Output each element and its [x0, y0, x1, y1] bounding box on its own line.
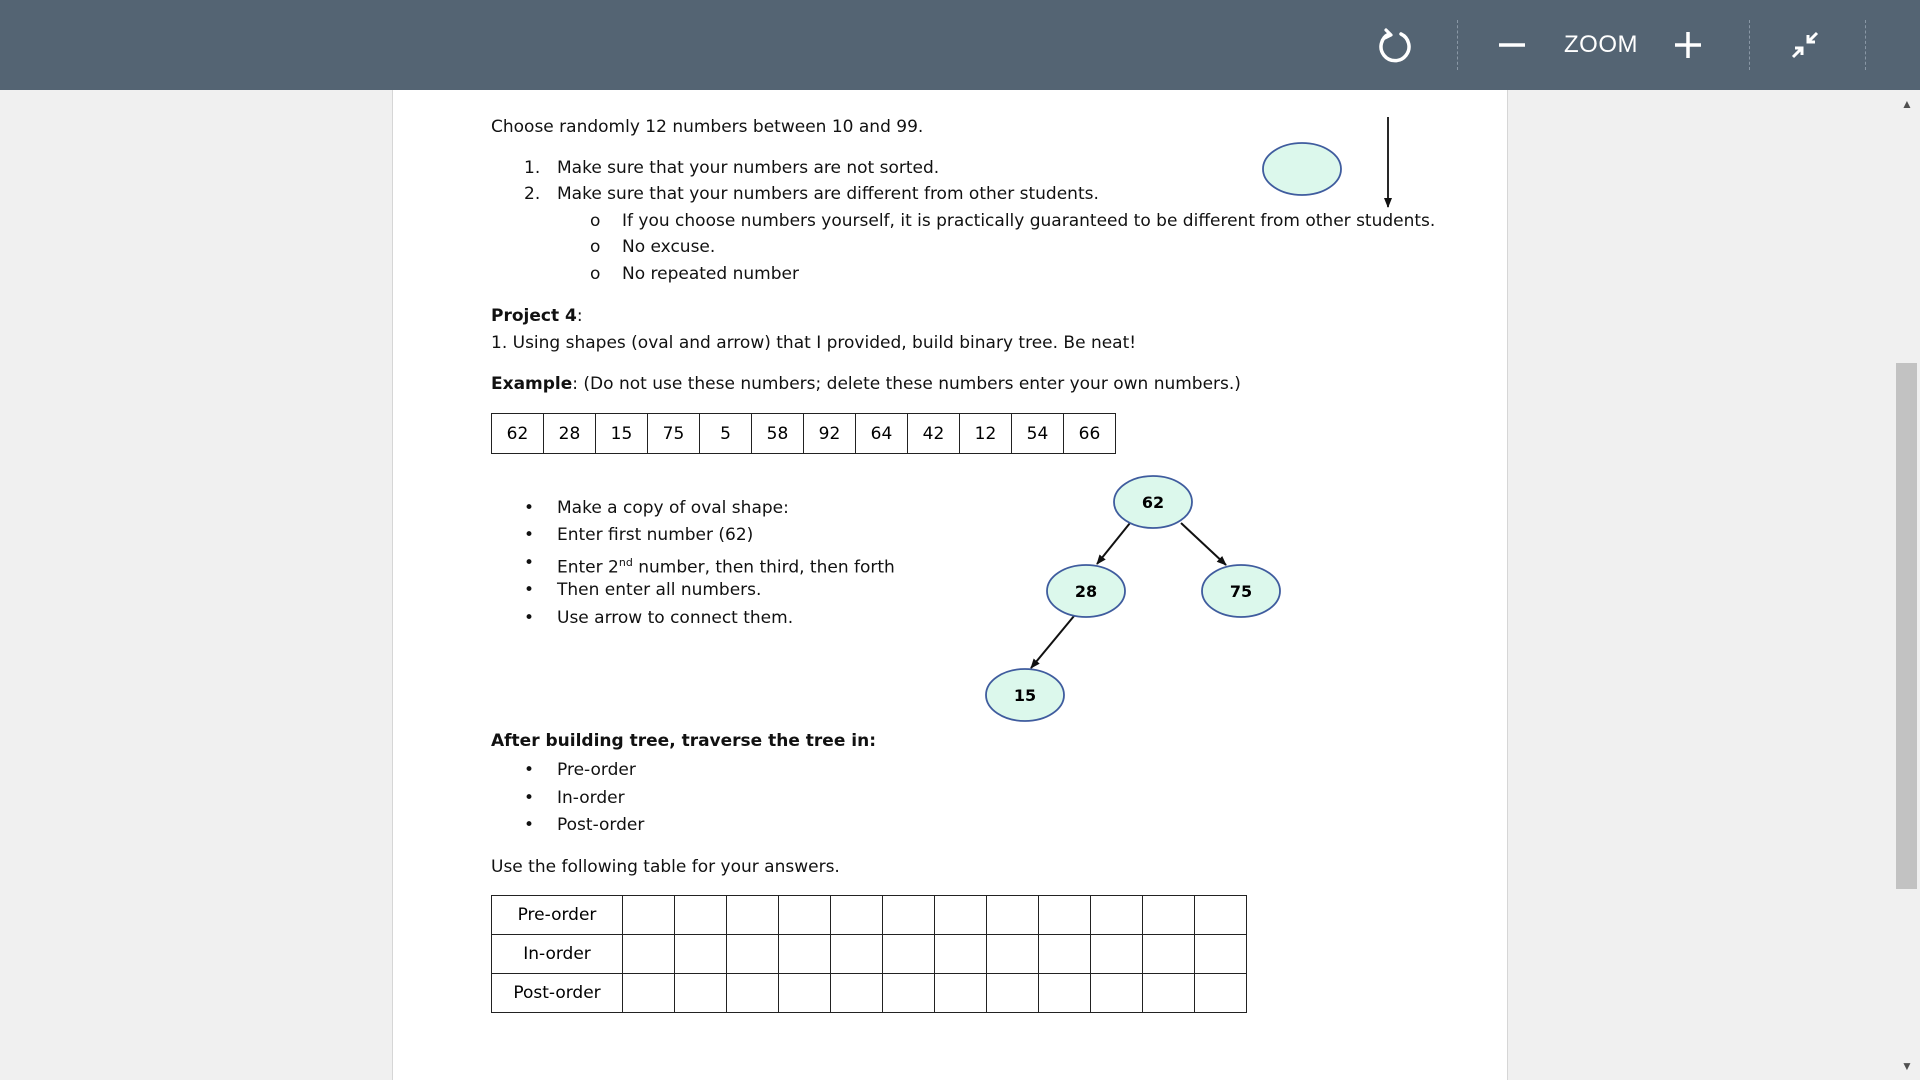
number-cell: 15 — [596, 414, 648, 454]
list-item: Make sure that your numbers are different from other students. — [557, 184, 1099, 204]
number-cell: 5 — [700, 414, 752, 454]
project-step: 1. Using shapes (oval and arrow) that I provided, build binary tree. Be neat! — [491, 333, 1137, 353]
zoom-label: ZOOM — [1564, 31, 1638, 58]
project-title: Project 4 — [491, 306, 577, 326]
answer-cell[interactable] — [675, 896, 727, 935]
bullet: • — [524, 580, 535, 600]
traversal-item: Pre-order — [557, 760, 636, 780]
answer-cell[interactable] — [623, 896, 675, 935]
project-colon: : — [576, 306, 583, 326]
number-cell: 92 — [804, 414, 856, 454]
number-cell: 66 — [1064, 414, 1116, 454]
answer-cell[interactable] — [675, 935, 727, 974]
template-oval-shape[interactable] — [1263, 143, 1341, 195]
answer-cell[interactable] — [935, 935, 987, 974]
row-label: In-order — [492, 935, 623, 974]
traverse-heading: After building tree, traverse the tree in: — [491, 731, 877, 751]
answer-cell[interactable] — [727, 896, 779, 935]
tree-node-label: 28 — [1074, 582, 1098, 601]
bullet: • — [524, 525, 535, 545]
answer-cell[interactable] — [779, 935, 831, 974]
intro-text: Choose randomly 12 numbers between 10 and 99. — [491, 117, 924, 137]
bullet: • — [524, 553, 535, 573]
bullet: • — [524, 760, 535, 780]
answer-cell[interactable] — [623, 935, 675, 974]
answer-cell[interactable] — [1091, 974, 1143, 1013]
number-cell: 54 — [1012, 414, 1064, 454]
step-item: Enter first number (62) — [557, 525, 754, 545]
tree-node-label: 62 — [1141, 493, 1165, 512]
sub-list-item: If you choose numbers yourself, it is practically guaranteed to be different from other students. — [622, 211, 1436, 231]
step-item: Make a copy of oval shape: — [557, 498, 789, 518]
bullet: • — [524, 788, 535, 808]
answer-cell[interactable] — [779, 896, 831, 935]
traversal-item: In-order — [557, 788, 625, 808]
answer-cell[interactable] — [727, 974, 779, 1013]
answer-cell[interactable] — [831, 896, 883, 935]
answer-cell[interactable] — [1039, 896, 1091, 935]
step-item: Then enter all numbers. — [557, 580, 762, 600]
scroll-up-arrow-icon[interactable]: ▲ — [1901, 97, 1913, 111]
sub-list-item: No repeated number — [622, 264, 799, 284]
sub-bullet: o — [590, 237, 601, 257]
bullet: • — [524, 815, 535, 835]
number-cell: 58 — [752, 414, 804, 454]
tree-edge — [1031, 616, 1074, 668]
step-text-end: number, then third, then forth — [632, 557, 895, 578]
answer-cell[interactable] — [987, 935, 1039, 974]
answer-cell[interactable] — [987, 896, 1039, 935]
answer-cell[interactable] — [1091, 896, 1143, 935]
tree-node-label: 75 — [1229, 582, 1253, 601]
example-label: Example — [491, 374, 573, 394]
answer-cell[interactable] — [987, 974, 1039, 1013]
step-item: Use arrow to connect them. — [557, 608, 794, 628]
row-label: Pre-order — [492, 896, 623, 935]
answer-row-postorder — [492, 974, 1247, 1013]
answer-cell[interactable] — [1143, 974, 1195, 1013]
tree-edge — [1097, 523, 1130, 564]
scroll-down-arrow-icon[interactable]: ▼ — [1901, 1059, 1913, 1073]
answer-cell[interactable] — [1143, 935, 1195, 974]
answer-table — [491, 895, 1247, 1013]
sub-bullet: o — [590, 264, 601, 284]
answer-row-preorder — [492, 896, 1247, 935]
number-cell: 42 — [908, 414, 960, 454]
answer-cell[interactable] — [1091, 935, 1143, 974]
answer-cell[interactable] — [831, 974, 883, 1013]
tree-edge — [1181, 523, 1226, 565]
list-marker: 2. — [524, 184, 541, 204]
traversal-item: Post-order — [557, 815, 645, 835]
answer-row-inorder — [492, 935, 1247, 974]
number-cell: 12 — [960, 414, 1012, 454]
number-cell: 64 — [856, 414, 908, 454]
answer-cell[interactable] — [935, 974, 987, 1013]
answer-cell[interactable] — [883, 935, 935, 974]
answer-cell[interactable] — [1143, 896, 1195, 935]
number-cell: 62 — [492, 414, 544, 454]
answer-cell[interactable] — [1039, 935, 1091, 974]
bullet: • — [524, 498, 535, 518]
sub-list-item: No excuse. — [622, 237, 716, 257]
answer-cell[interactable] — [675, 974, 727, 1013]
sub-bullet: o — [590, 211, 601, 231]
list-item: Make sure that your numbers are not sorted. — [557, 158, 940, 178]
row-label: Post-order — [492, 974, 623, 1013]
answer-cell[interactable] — [727, 935, 779, 974]
tree-node-label: 15 — [1013, 686, 1037, 705]
answer-cell[interactable] — [883, 896, 935, 935]
example-text: : (Do not use these numbers; delete these numbers enter your own numbers.) — [572, 374, 1241, 394]
answer-cell[interactable] — [779, 974, 831, 1013]
number-cell: 75 — [648, 414, 700, 454]
table-instruction: Use the following table for your answers. — [491, 857, 840, 877]
answer-cell[interactable] — [623, 974, 675, 1013]
answer-cell[interactable] — [1039, 974, 1091, 1013]
bullet: • — [524, 608, 535, 628]
step-text-start: Enter 2 — [557, 557, 619, 578]
answer-cell[interactable] — [1195, 935, 1247, 974]
answer-cell[interactable] — [831, 935, 883, 974]
answer-cell[interactable] — [1195, 896, 1247, 935]
answer-cell[interactable] — [1195, 974, 1247, 1013]
list-marker: 1. — [524, 158, 541, 178]
answer-cell[interactable] — [935, 896, 987, 935]
ordinal-suffix: nd — [618, 556, 633, 569]
number-cell: 28 — [544, 414, 596, 454]
answer-cell[interactable] — [883, 974, 935, 1013]
scrollbar-thumb[interactable] — [1896, 363, 1917, 889]
